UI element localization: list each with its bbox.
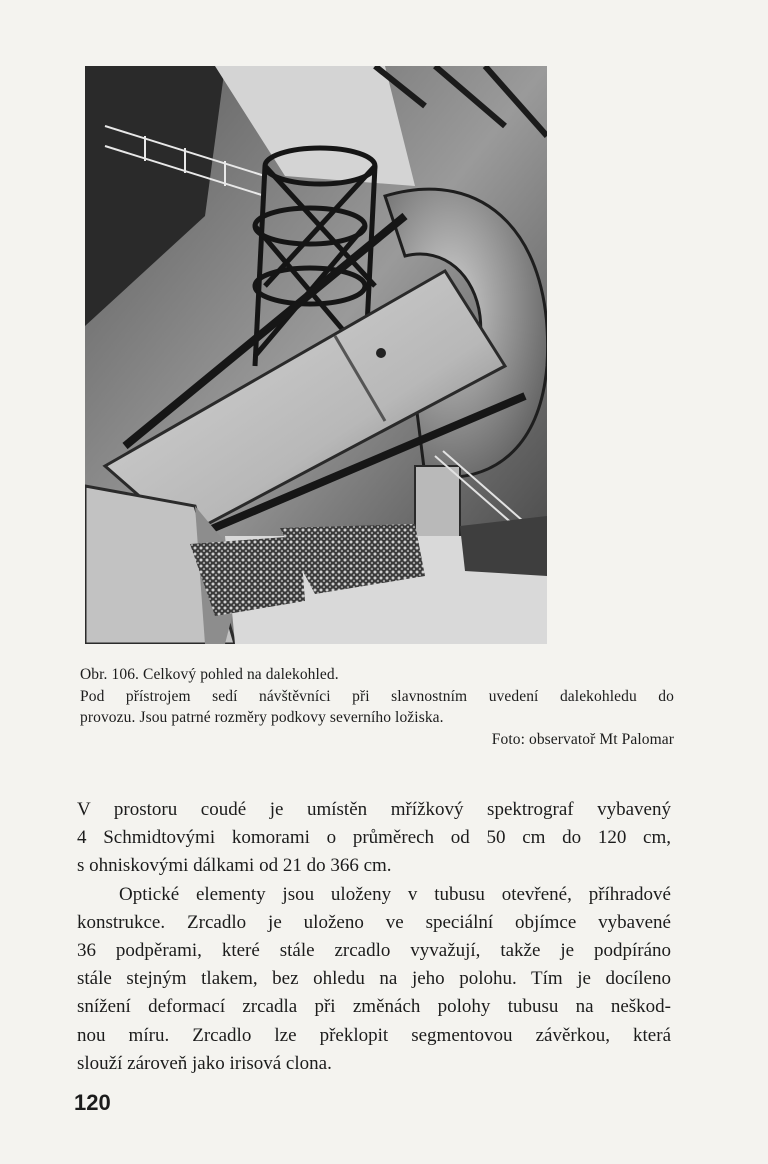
caption-line: provozu. Jsou patrné rozměry podkovy severního ložiska. (80, 709, 444, 726)
body-text (77, 796, 671, 1078)
text-line: 4 Schmidtovými komorami o průměrech od 50 cm do 120 cm, (77, 827, 671, 849)
text-line: slouží zároveň jako irisová clona. (77, 1052, 332, 1074)
text-line: stále stejným tlakem, bez ohledu na jeho polohu. Tím je docíleno (77, 968, 671, 990)
telescope-photo (85, 66, 547, 644)
text-line: V prostoru coudé je umístěn mřížkový spektrograf vybavený (77, 799, 671, 820)
photo-credit: Foto: observatoř Mt Palomar (491, 730, 674, 748)
text-line: 36 podpěrami, které stále zrcadlo vyvažují, takže je podpíráno (77, 940, 671, 962)
caption-title: Obr. 106. Celkový pohled na dalekohled. (80, 666, 339, 683)
text-line: konstrukce. Zrcadlo je uloženo ve speciální objímce vybavené (77, 911, 671, 933)
telescope-illustration (85, 66, 547, 644)
text-line: snížení deformací zrcadla při změnách polohy tubusu na neškod- (77, 996, 671, 1018)
text-line: nou míru. Zrcadlo lze překlopit segmentovou závěrkou, která (77, 1024, 671, 1046)
caption-line: Pod přístrojem sedí návštěvníci při slavnostním uvedení dalekohledu do (80, 687, 674, 705)
figure-caption (80, 664, 674, 750)
text-line: s ohniskovými dálkami od 21 do 366 cm. (77, 855, 392, 877)
page-number: 120 (74, 1090, 111, 1115)
text-line: Optické elementy jsou uloženy v tubusu otevřené, příhradové (119, 883, 671, 905)
